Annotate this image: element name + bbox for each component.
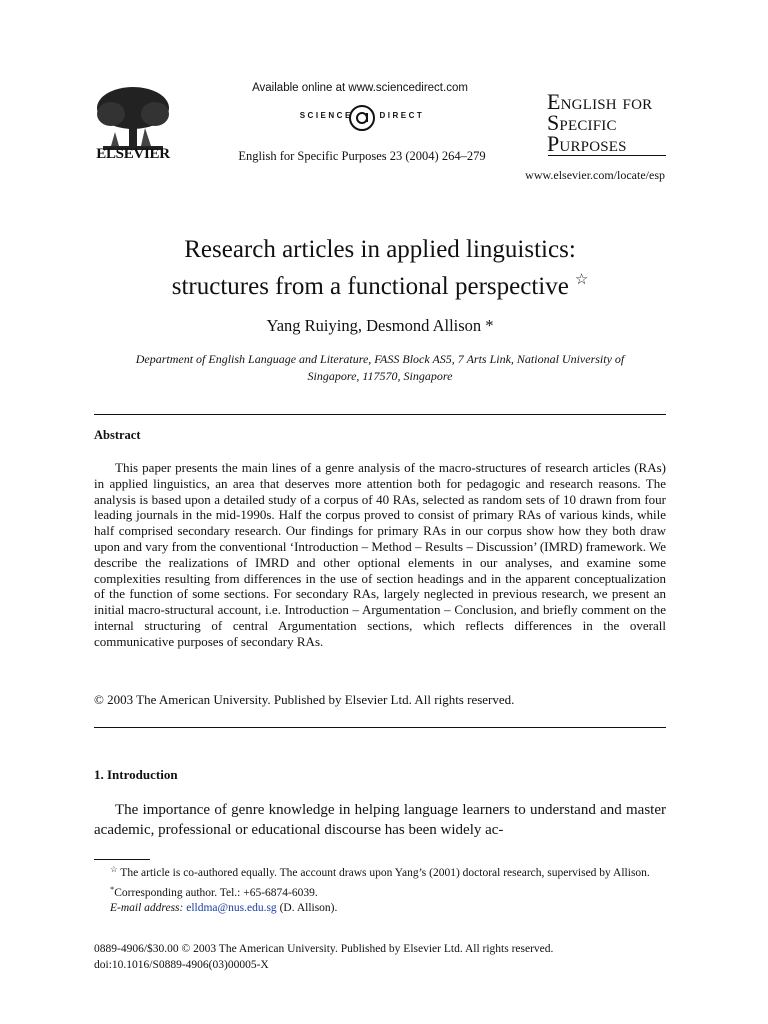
page-footer	[94, 942, 553, 973]
doi-line[interactable]: doi:10.1016/S0889-4906(03)00005-X	[94, 958, 269, 971]
footnote-star-text: The article is co-authored equally. The account draws upon Yang’s (2001) doctoral research, supervised by Allison.	[120, 867, 650, 879]
title-line-1: Research articles in applied linguistics:	[184, 236, 576, 263]
abstract-heading: Abstract	[94, 428, 141, 442]
footnote-corr-mark: *	[110, 883, 115, 894]
journal-url[interactable]: www.elsevier.com/locate/esp	[525, 168, 665, 182]
sciencedirect-at-icon	[348, 104, 376, 132]
divider-bottom	[94, 727, 666, 728]
introduction-body	[94, 800, 666, 840]
journal-title	[547, 91, 652, 154]
abstract-copyright: © 2003 The American University. Published by Elsevier Ltd. All rights reserved.	[94, 692, 515, 707]
affiliation: Department of English Language and Literature, FASS Block AS5, 7 Arts Link, National University of Singapore, 117570, Singapore	[135, 352, 625, 383]
elsevier-logo	[93, 84, 173, 162]
publisher-wordmark: ELSEVIER	[96, 146, 170, 162]
footnote-email	[94, 901, 666, 917]
available-online-text: Available online at www.sciencedirect.com	[252, 82, 468, 94]
journal-title-line-3: Purposes	[547, 131, 627, 156]
sciencedirect-logo	[282, 104, 442, 132]
email-owner: (D. Allison).	[279, 902, 338, 914]
abstract-body	[94, 460, 666, 650]
authors: Yang Ruiying, Desmond Allison *	[266, 316, 494, 335]
journal-title-line-2: Specific	[547, 110, 617, 135]
journal-title-rule	[548, 155, 666, 156]
footnote-corr-text: Corresponding author. Tel.: +65-6874-6039.	[114, 886, 318, 899]
email-label: E-mail address:	[110, 902, 184, 914]
footnote-rule	[94, 859, 150, 860]
journal-title-line-1: English for	[547, 89, 653, 114]
divider-top	[94, 414, 666, 415]
footnotes	[94, 862, 666, 917]
article-title	[94, 234, 666, 302]
issn-line: 0889-4906/$30.00 © 2003 The American University. Published by Elsevier Ltd. All rights reserved.	[94, 943, 554, 955]
abstract-paragraph: This paper presents the main lines of a genre analysis of the macro-structures of research articles (RAs) in applied linguistics, an area that deserves more attention both for pedagogic and research reasons. The analysis is based upon a detailed study of a corpus of 40 RAs, selected as random sets of 10 drawn from four leading journals in the mid-1990s. Half the corpus proved to consist of primary RAs of various kinds, while half comprised secondary research. Our findings for primary RAs in our corpus show how they both draw upon and vary from the conventional ‘Introduction – Method – Results – Discussion’ (IMRD) framework. We describe the realizations of IMRD and other optional elements in our analyses, and examine some complexities resulting from differences in the use of section headings and in the apparent conceptualization of the function of some sections. For secondary RAs, largely neglected in previous research, we present an initial macro-structural account, i.e. Introduction – Argumentation – Conclusion, and briefly comment on the internal structuring of central Argumentation sections, which reflects differences in the overall communicative purposes of secondary RAs.	[94, 460, 666, 649]
introduction-paragraph: The importance of genre knowledge in helping language learners to understand and master academic, professional or educational discourse has been widely ac-	[94, 802, 666, 838]
footnote-corresponding	[94, 882, 666, 902]
footnote-star	[94, 862, 666, 882]
section-heading-introduction: 1. Introduction	[94, 767, 178, 782]
title-footnote-mark[interactable]: ☆	[574, 272, 589, 288]
sciencedirect-wordmark: SCIENCE DIRECT	[299, 111, 425, 120]
footnote-star-mark: ☆	[110, 864, 118, 874]
journal-reference: English for Specific Purposes 23 (2004) 264–279	[238, 149, 486, 163]
title-line-2: structures from a functional perspective	[171, 273, 569, 300]
email-link[interactable]: elldma@nus.edu.sg	[186, 902, 277, 914]
